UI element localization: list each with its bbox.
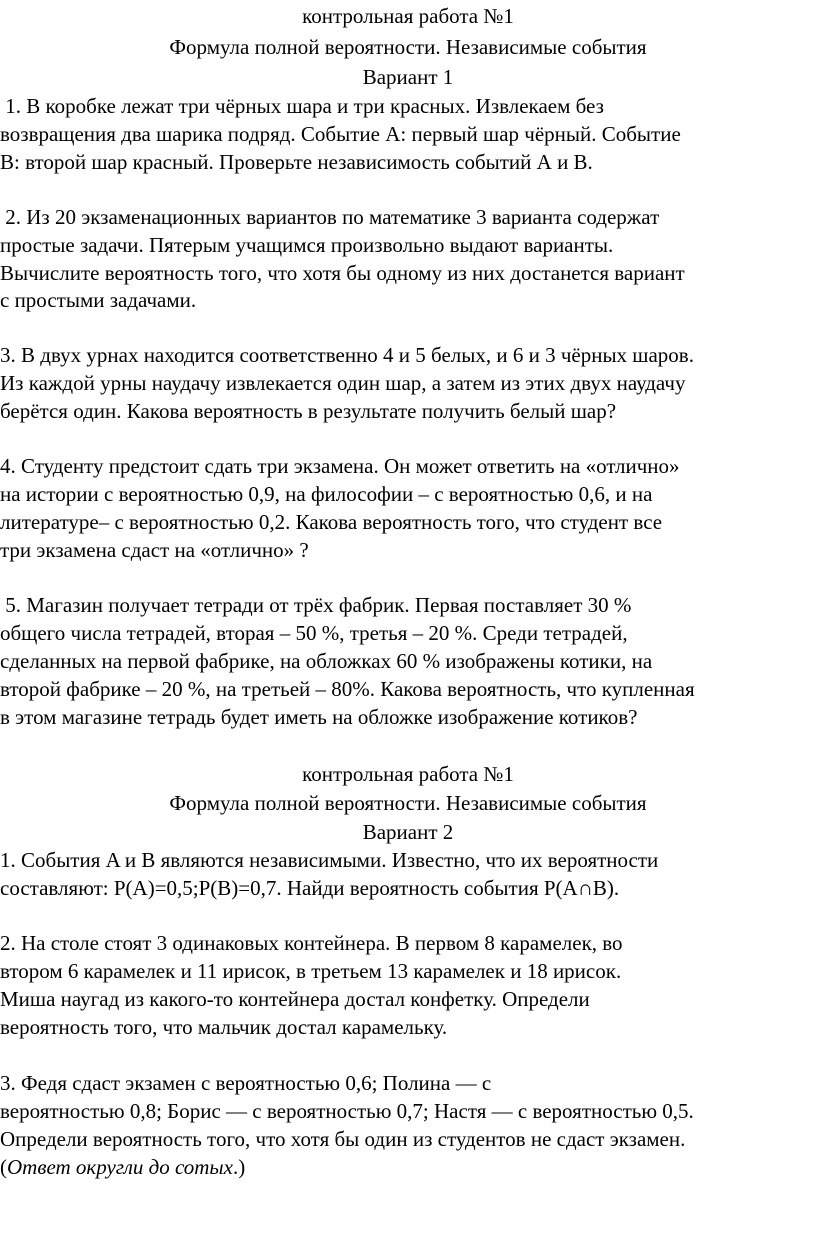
note-close-paren: .): [232, 1155, 246, 1179]
v1-task4-line: литературе– с вероятностью 0,2. Какова вероятность того, что студент все: [0, 510, 663, 534]
v2-task1-line: 1. События A и B являются независимыми. Известно, что их вероятности: [0, 848, 659, 872]
v2-task3-line: 3. Федя сдаст экзамен с вероятностью 0,6; Полина — с: [0, 1071, 492, 1095]
v1-task5-line: сделанных на первой фабрике, на обложках 60 % изображены котики, на: [0, 649, 653, 673]
v1-task4-line: на истории с вероятностью 0,9, на философии – с вероятностью 0,6, и на: [0, 482, 653, 506]
title-variant-2: контрольная работа №1: [302, 762, 514, 786]
v1-task5-line: в этом магазине тетрадь будет иметь на обложке изображение котиков?: [0, 705, 638, 729]
v1-task5-line: 5. Магазин получает тетради от трёх фабрик. Первая поставляет 30 %: [0, 593, 632, 617]
v2-task3-line: Определи вероятность того, что хотя бы один из студентов не сдаст экзамен.: [0, 1127, 686, 1151]
v1-task3-line: берётся один. Какова вероятность в результате получить белый шар?: [0, 399, 617, 423]
v1-task1-line: В: второй шар красный. Проверьте независимость событий А и В.: [0, 150, 593, 174]
v2-task1-line: составляют: P(A)=0,5;P(B)=0,7. Найди вероятность события P(A∩B).: [0, 876, 620, 900]
v1-task2-line: простые задачи. Пятерым учащимся произвольно выдают варианты.: [0, 233, 614, 257]
v2-task2-line: втором 6 карамелек и 11 ирисок, в третьем 13 карамелек и 18 ирисок.: [0, 959, 622, 983]
v1-task5-line: общего числа тетрадей, вторая – 50 %, третья – 20 %. Среди тетрадей,: [0, 621, 628, 645]
note-open-paren: (: [0, 1155, 7, 1179]
note-italic-text: Ответ округли до сотых: [7, 1155, 233, 1179]
v1-task2-line: с простыми задачами.: [0, 288, 197, 312]
v2-task3-note: [0, 1153, 816, 1181]
v1-task2-line: Вычислите вероятность того, что хотя бы одному из них достанется вариант: [0, 261, 685, 285]
v2-task3-line: вероятностью 0,8; Борис — с вероятностью 0,7; Настя — с вероятностью 0,5.: [0, 1099, 694, 1123]
v1-task3-line: Из каждой урны наудачу извлекается один шар, а затем из этих двух наудачу: [0, 371, 686, 395]
v1-task4-line: 4. Студенту предстоит сдать три экзамена. Он может ответить на «отлично»: [0, 454, 680, 478]
v2-task2-line: 2. На столе стоят 3 одинаковых контейнера. В первом 8 карамелек, во: [0, 931, 623, 955]
v1-task1-line: возвращения два шарика подряд. Событие А: первый шар чёрный. Событие: [0, 122, 681, 146]
variant-1-label: Вариант 1: [362, 65, 454, 89]
v2-task2-line: Миша наугад из какого-то контейнера достал конфетку. Определи: [0, 987, 590, 1011]
title-variant-1: контрольная работа №1: [302, 4, 514, 28]
v1-task4-line: три экзамена сдаст на «отлично» ?: [0, 538, 309, 562]
v2-task2-line: вероятность того, что мальчик достал карамельку.: [0, 1015, 448, 1039]
subtitle-variant-2: Формула полной вероятности. Независимые события: [169, 791, 647, 815]
subtitle-variant-1: Формула полной вероятности. Независимые события: [169, 35, 647, 59]
v1-task1-line: 1. В коробке лежат три чёрных шара и три красных. Извлекаем без: [0, 94, 604, 118]
v1-task2-line: 2. Из 20 экзаменационных вариантов по математике 3 варианта содержат: [0, 205, 660, 229]
variant-2-label: Вариант 2: [362, 820, 454, 844]
v1-task3-line: 3. В двух урнах находится соответственно 4 и 5 белых, и 6 и 3 чёрных шаров.: [0, 343, 694, 367]
v1-task5-line: второй фабрике – 20 %, на третьей – 80%. Какова вероятность, что купленная: [0, 677, 695, 701]
